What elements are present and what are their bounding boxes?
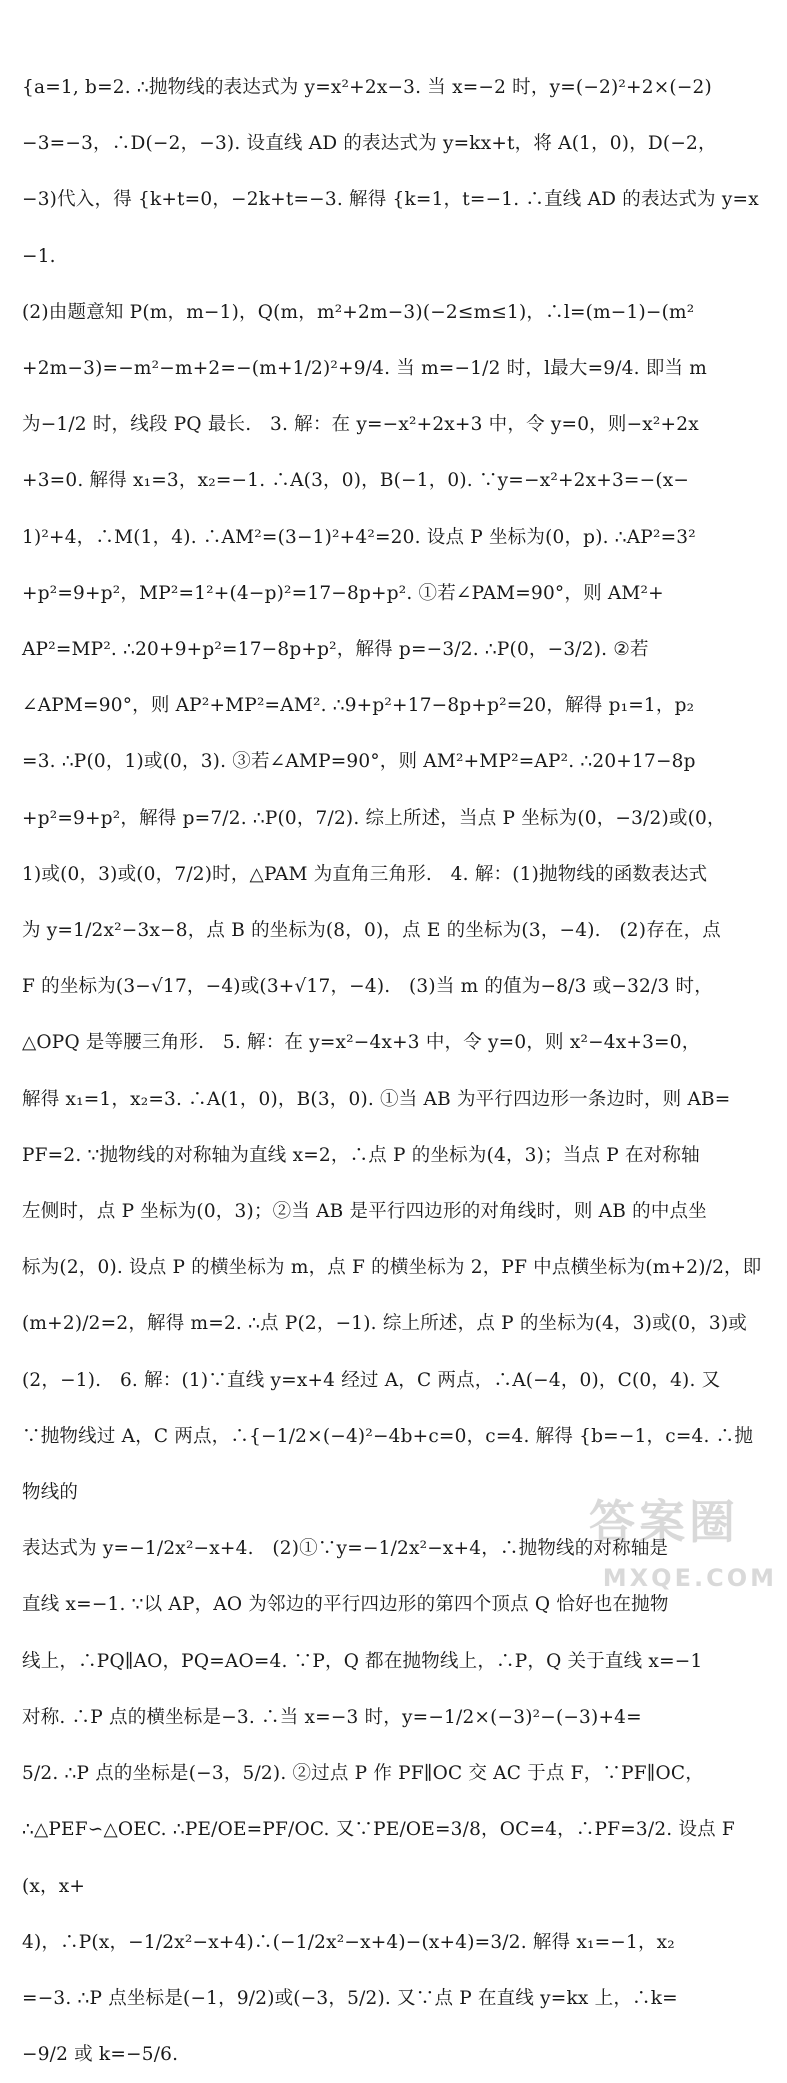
text-line: △OPQ 是等腰三角形. 5. 解：在 y=x²−4x+3 中，令 y=0，则 x²−4x+3=0， [22,1032,701,1054]
text-line: +2m−3)=−m²−m+2=−(m+1/2)²+9/4. 当 m=−1/2 时，l最大=9/4. 即当 m [22,358,708,380]
text-line: {a=1, b=2. ∴抛物线的表达式为 y=x²+2x−3. 当 x=−2 时，y=(−2)²+2×(−2) [22,77,712,98]
text-line: +3=0. 解得 x₁=3，x₂=−1. ∴A(3，0)，B(−1，0). ∵y=−x²+2x+3=−(x− [22,470,690,492]
text-line: =3. ∴P(0，1)或(0，3). ③若∠AMP=90°，则 AM²+MP²=AP². ∴20+17−8p [22,751,696,773]
watermark-top-text: 答案圈 [589,1495,739,1549]
text-line: 直线 x=−1. ∵以 AP，AO 为邻边的平行四边形的第四个顶点 Q 恰好也在抛物 [22,1594,669,1616]
text-line: F 的坐标为(3−√17，−4)或(3+√17，−4). (3)当 m 的值为−8/3 或−32/3 时， [22,976,713,998]
text-line: 解得 x₁=1，x₂=3. ∴A(1，0)，B(3，0). ①当 AB 为平行四边形一条边时，则 AB= [22,1088,731,1110]
text-line: ∠APM=90°，则 AP²+MP²=AM². ∴9+p²+17−8p+p²=20，解得 p₁=1，p₂ [22,695,695,717]
text-line: (2)由题意知 P(m，m−1)，Q(m，m²+2m−3)(−2≤m≤1)，∴l=(m−1)−(m² [22,301,695,323]
text-line: −3=−3，∴D(−2，−3). 设直线 AD 的表达式为 y=kx+t，将 A(1，0)，D(−2， [22,133,717,155]
text-line: 1)²+4，∴M(1，4). ∴AM²=(3−1)²+4²=20. 设点 P 坐标为(0，p). ∴AP²=3² [22,526,696,548]
text-line: +p²=9+p²，MP²=1²+(4−p)²=17−8p+p². ①若∠PAM=90°，则 AM²+ [22,582,664,604]
text-line: =−3. ∴P 点坐标是(−1，9/2)或(−3，5/2). 又∵点 P 在直线 y=kx 上，∴k= [22,1987,678,2009]
text-line: 5/2. ∴P 点的坐标是(−3，5/2). ②过点 P 作 PF∥OC 交 AC 于点 F，∵PF∥OC， [22,1763,704,1785]
text-line: 为 y=1/2x²−3x−8，点 B 的坐标为(8，0)，点 E 的坐标为(3，−4). (2)存在，点 [22,920,721,942]
text-line: 4)，∴P(x，−1/2x²−x+4)∴(−1/2x²−x+4)−(x+4)=3/2. 解得 x₁=−1，x₂ [22,1931,675,1953]
text-line: (m+2)/2=2，解得 m=2. ∴点 P(2，−1). 综上所述，点 P 的坐标为(4，3)或(0，3)或 [22,1313,747,1335]
text-line: ∵抛物线过 A，C 两点，∴{−1/2×(−4)²−4b+c=0，c=4. 解得 {b=−1，c=4. ∴抛物线的 [22,1425,754,1504]
text-line: 标为(2，0). 设点 P 的横坐标为 m，点 F 的横坐标为 2，PF 中点横坐标为(m+2)/2，即 [22,1257,762,1279]
text-line: PF=2. ∵抛物线的对称轴为直线 x=2，∴点 P 的坐标为(4，3)；当点 P 在对称轴 [22,1144,700,1166]
solution-text [22,60,762,2083]
text-line: 1)或(0，3)或(0，7/2)时，△PAM 为直角三角形. 4. 解：(1)抛物线的函数表达式 [22,863,708,885]
watermark-logo [566,1480,781,1600]
text-line: 左侧时，点 P 坐标为(0，3)；②当 AB 是平行四边形的对角线时，则 AB 的中点坐 [22,1201,707,1223]
text-line: −9/2 或 k=−5/6. [22,2044,179,2066]
text-line: ∴△PEF∽△OEC. ∴PE/OE=PF/OC. 又∵PE/OE=3/8，OC=4，∴PF=3/2. 设点 F(x，x+ [22,1819,735,1897]
text-line: 对称. ∴P 点的横坐标是−3. ∴当 x=−3 时，y=−1/2×(−3)²−(−3)+4= [22,1706,642,1728]
text-line: −3)代入，得 {k+t=0，−2k+t=−3. 解得 {k=1，t=−1. ∴直线 AD 的表达式为 y=x−1. [22,189,759,267]
text-line: AP²=MP². ∴20+9+p²=17−8p+p²，解得 p=−3/2. ∴P(0，−3/2). ②若 [22,639,649,661]
text-line: (2，−1). 6. 解：(1)∵直线 y=x+4 经过 A，C 两点，∴A(−4，0)，C(0，4). 又 [22,1369,721,1391]
watermark-bottom-text: MXQE.COM [602,1564,777,1592]
text-line: +p²=9+p²，解得 p=7/2. ∴P(0，7/2). 综上所述，当点 P 坐标为(0，−3/2)或(0， [22,807,726,829]
text-line: 线上，∴PQ∥AO，PQ=AO=4. ∵P，Q 都在抛物线上，∴P，Q 关于直线 x=−1 [22,1650,703,1672]
text-line: 为−1/2 时，线段 PQ 最长. 3. 解：在 y=−x²+2x+3 中，令 y=0，则−x²+2x [22,414,699,436]
text-line: 表达式为 y=−1/2x²−x+4. (2)①∵y=−1/2x²−x+4，∴抛物线的对称轴是 [22,1538,669,1560]
